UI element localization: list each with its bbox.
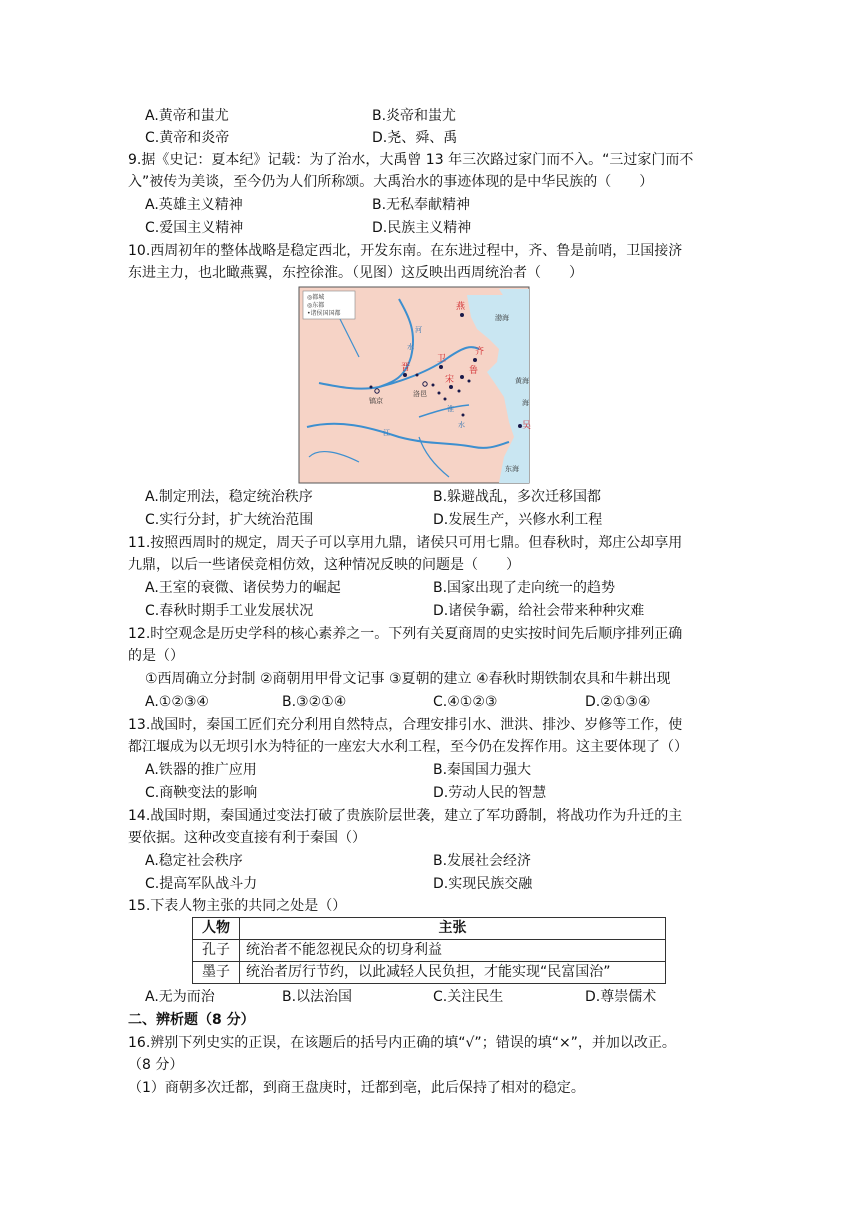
legend-capital: ◎都城 bbox=[307, 294, 325, 301]
label-huai: 淮 bbox=[447, 405, 454, 413]
q11-option-a: A.王室的衰微、诸侯势力的崛起 bbox=[145, 580, 341, 596]
label-shui2: 水 bbox=[458, 421, 465, 429]
table-cell-person: 墨子 bbox=[193, 962, 240, 984]
dot-wei bbox=[439, 365, 443, 369]
q8-option-a: A.黄帝和蚩尤 bbox=[145, 108, 229, 124]
q9-stem-line1: 9.据《史记：夏本纪》记载：为了治水，大禹曾 13 年三次路过家门而不入。“三过家门而不 bbox=[128, 152, 694, 168]
dot-jin bbox=[403, 373, 407, 377]
q9-option-c: C.爱国主义精神 bbox=[145, 220, 244, 236]
table-cell-person: 孔子 bbox=[193, 940, 240, 962]
q15-option-b: B.以法治国 bbox=[282, 989, 353, 1005]
label-wei: 卫 bbox=[437, 354, 447, 364]
q10-stem-line2: 东进主力，也北瞰燕翼，东控徐淮。（见图）这反映出西周统治者（ ） bbox=[128, 265, 583, 281]
q15-option-a: A.无为而治 bbox=[145, 989, 215, 1005]
q12-stem-line2: 的是（） bbox=[128, 648, 184, 664]
label-donghai: 东海 bbox=[505, 465, 519, 473]
q12-option-b: B.③②①④ bbox=[282, 694, 347, 710]
dot-3 bbox=[432, 384, 435, 387]
q11-option-b: B.国家出现了走向统一的趋势 bbox=[433, 580, 616, 596]
q10-option-b: B.躲避战乱，多次迁移国都 bbox=[433, 489, 602, 505]
legend-vassal-capital: •诸侯国国都 bbox=[307, 310, 341, 317]
legend-east-capital: ◎东都 bbox=[307, 302, 325, 309]
q12-items: ①西周确立分封制 ②商朝用甲骨文记事 ③夏朝的建立 ④春秋时期铁制农具和牛耕出现 bbox=[145, 671, 671, 687]
q15-option-d: D.尊崇儒术 bbox=[585, 989, 657, 1005]
q9-option-d: D.民族主义精神 bbox=[372, 220, 472, 236]
label-bohai: 渤海 bbox=[495, 314, 509, 322]
q12-option-a: A.①②③④ bbox=[145, 694, 209, 710]
q14-option-d: D.实现民族交融 bbox=[433, 876, 533, 892]
q9-stem-line2: 入”被传为美谈，至今仍为人们所称颂。大禹治水的事迹体现的是中华民族的（ ） bbox=[128, 174, 654, 190]
q8-option-c: C.黄帝和炎帝 bbox=[145, 130, 230, 146]
label-shui: 水 bbox=[407, 343, 414, 351]
q11-stem-line2: 九鼎，以后一些诸侯竞相仿效，这种情况反映的问题是（ ） bbox=[128, 557, 520, 573]
q11-stem-line1: 11.按照西周时的规定，周天子可以享用九鼎，诸侯只可用七鼎。但春秋时，郑庄公却享用 bbox=[128, 535, 683, 551]
label-yan: 燕 bbox=[456, 302, 466, 312]
dot-8 bbox=[462, 414, 465, 417]
dot-song bbox=[449, 385, 453, 389]
q13-option-b: B.秦国国力强大 bbox=[433, 762, 532, 778]
q14-stem-line1: 14.战国时期，秦国通过变法打破了贵族阶层世袭，建立了军功爵制，将战功作为升迁的主 bbox=[128, 808, 683, 824]
q11-option-c: C.春秋时期手工业发展状况 bbox=[145, 603, 314, 619]
q14-option-c: C.提高军队战斗力 bbox=[145, 876, 258, 892]
label-jiang: 江 bbox=[383, 429, 390, 437]
table-row bbox=[193, 940, 666, 962]
label-huanghai: 黄海 bbox=[515, 377, 529, 385]
dot-5 bbox=[444, 398, 447, 401]
q12-option-d: D.②①③④ bbox=[585, 694, 651, 710]
q14-stem-line2: 要依据。这种改变直接有利于秦国（） bbox=[128, 830, 366, 846]
table-header-row bbox=[193, 918, 666, 940]
q13-stem-line1: 13.战国时，秦国工匠们充分利用自然特点，合理安排引水、泄洪、排沙、岁修等工作，使 bbox=[128, 717, 683, 733]
table-cell-claim: 统治者厉行节约，以此减轻人民负担，才能实现“民富国治” bbox=[240, 962, 666, 984]
q16-stem-line1: 16.辨别下列史实的正误，在该题后的括号内正确的填“√”；错误的填“×”，并加以改正。 bbox=[128, 1035, 676, 1051]
label-hai: 海 bbox=[522, 399, 529, 407]
q9-option-b: B.无私奉献精神 bbox=[372, 197, 471, 213]
q10-option-d: D.发展生产，兴修水利工程 bbox=[433, 512, 603, 528]
q11-option-d: D.诸侯争霸，给社会带来种种灾难 bbox=[433, 603, 645, 619]
section-title: 二、辨析题（8 分） bbox=[128, 1012, 255, 1028]
q13-option-a: A.铁器的推广应用 bbox=[145, 762, 257, 778]
dot-yan bbox=[460, 313, 464, 317]
label-song: 宋 bbox=[445, 375, 455, 385]
label-qi: 齐 bbox=[475, 347, 485, 357]
dot-7 bbox=[468, 380, 471, 383]
q10-option-a: A.制定刑法，稳定统治秩序 bbox=[145, 489, 313, 505]
q13-option-d: D.劳动人民的智慧 bbox=[433, 785, 547, 801]
q13-stem-line2: 都江堰成为以无坝引水为特征的一座宏大水利工程，至今仍在发挥作用。这主要体现了（） bbox=[128, 739, 688, 755]
label-he: 河 bbox=[415, 326, 422, 334]
label-luoyi: 洛邑 bbox=[413, 390, 427, 398]
label-lu: 鲁 bbox=[469, 366, 479, 376]
q15-table bbox=[192, 917, 666, 984]
q10-option-c: C.实行分封，扩大统治范围 bbox=[145, 512, 314, 528]
table-row bbox=[193, 962, 666, 984]
label-jin: 晋 bbox=[401, 363, 411, 373]
dot-1 bbox=[370, 386, 373, 389]
q9-option-a: A.英雄主义精神 bbox=[145, 197, 243, 213]
q14-option-b: B.发展社会经济 bbox=[433, 853, 532, 869]
dot-2 bbox=[416, 374, 419, 377]
q16-stem-line2: （8 分） bbox=[128, 1057, 184, 1073]
western-zhou-map bbox=[299, 287, 532, 483]
q13-option-c: C.商鞅变法的影响 bbox=[145, 785, 258, 801]
q15-stem: 15.下表人物主张的共同之处是（） bbox=[128, 898, 347, 914]
q8-option-b: B.炎帝和蚩尤 bbox=[372, 108, 457, 124]
label-wu: 吴 bbox=[522, 421, 532, 431]
q15-option-c: C.关注民生 bbox=[433, 989, 504, 1005]
table-header-person: 人物 bbox=[193, 918, 240, 940]
q12-option-c: C.④①②③ bbox=[433, 694, 498, 710]
label-haojing: 镐京 bbox=[369, 397, 383, 405]
q10-stem-line1: 10.西周初年的整体战略是稳定西北，开发东南。在东进过程中，齐、鲁是前哨，卫国接济 bbox=[128, 243, 683, 259]
dot-4 bbox=[438, 392, 441, 395]
dot-6 bbox=[458, 390, 461, 393]
q14-option-a: A.稳定社会秩序 bbox=[145, 853, 243, 869]
table-cell-claim: 统治者不能忽视民众的切身利益 bbox=[240, 940, 666, 962]
dot-qi bbox=[473, 358, 477, 362]
q8-option-d: D.尧、舜、禹 bbox=[372, 130, 458, 146]
dot-lu bbox=[460, 375, 464, 379]
table-header-claim: 主张 bbox=[240, 918, 666, 940]
q16-item-1: （1）商朝多次迁都，到商王盘庚时，迁都到亳，此后保持了相对的稳定。 bbox=[128, 1080, 585, 1096]
q12-stem-line1: 12.时空观念是历史学科的核心素养之一。下列有关夏商周的史实按时间先后顺序排列正确 bbox=[128, 626, 683, 642]
